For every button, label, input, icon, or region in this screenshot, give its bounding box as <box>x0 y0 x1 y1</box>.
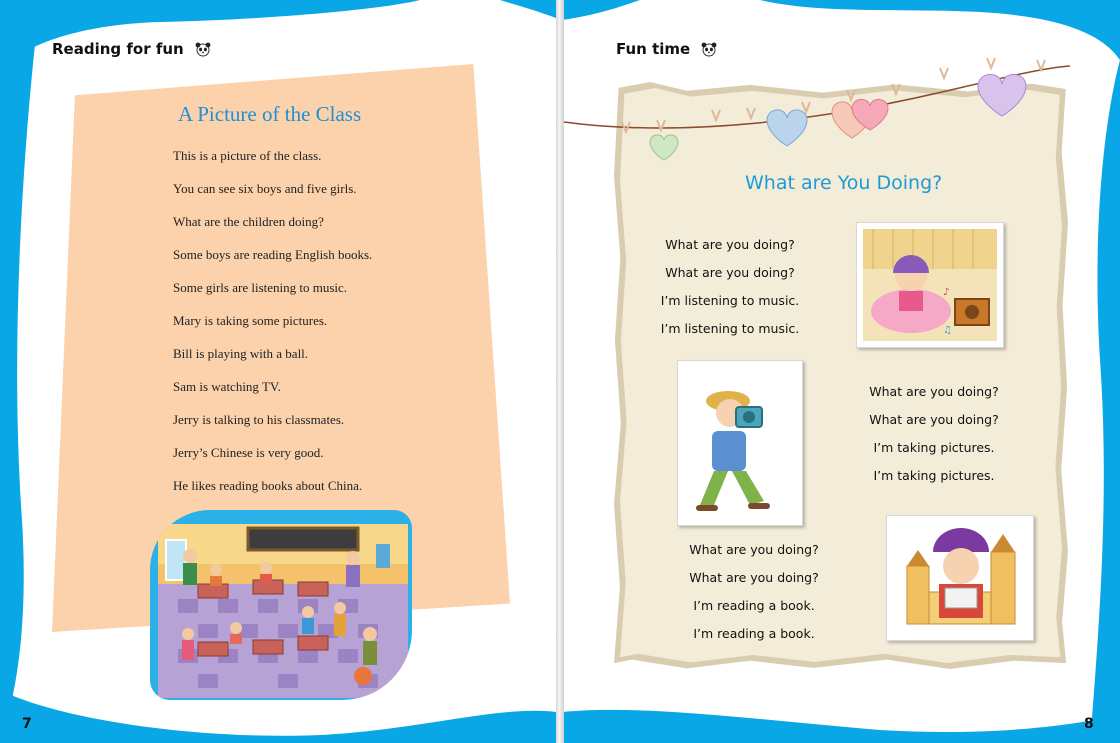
story-lines <box>173 146 372 509</box>
photo-listening-to-music <box>856 222 1004 348</box>
verse-2 <box>864 383 1004 495</box>
story-line: Jerry’s Chinese is very good. <box>173 445 324 460</box>
verse-line: I’m reading a book. <box>693 626 815 641</box>
hearts-garland <box>562 50 1072 170</box>
photo-reading-a-book <box>886 515 1034 641</box>
story-line: This is a picture of the class. <box>173 148 322 163</box>
verse-line: What are you doing? <box>689 570 819 585</box>
verse-line: I’m taking pictures. <box>873 468 995 483</box>
classroom-illustration <box>150 510 412 700</box>
verse-line: I’m listening to music. <box>660 293 800 308</box>
verse-line: What are you doing? <box>689 542 819 557</box>
story-line: Some boys are reading English books. <box>173 247 373 262</box>
song-title: What are You Doing? <box>745 172 943 194</box>
photo-taking-pictures <box>677 360 803 526</box>
left-page-number: 7 <box>22 716 32 732</box>
verse-line: What are you doing? <box>869 384 999 399</box>
story-line: Sam is watching TV. <box>173 379 281 394</box>
verse-1 <box>660 236 800 348</box>
verse-3 <box>684 541 824 653</box>
verse-line: I’m listening to music. <box>660 321 800 336</box>
story-title: A Picture of the Class <box>178 102 362 126</box>
panda-icon <box>195 41 211 57</box>
verse-line: What are you doing? <box>665 265 795 280</box>
verse-line: What are you doing? <box>869 412 999 427</box>
verse-line: What are you doing? <box>665 237 795 252</box>
story-line: Jerry is talking to his classmates. <box>173 412 345 427</box>
left-section-title <box>52 40 211 58</box>
svg-text:♪: ♪ <box>943 287 950 298</box>
verse-line: I’m reading a book. <box>693 598 815 613</box>
story-line: You can see six boys and five girls. <box>173 181 357 196</box>
story-line: What are the children doing? <box>173 214 324 229</box>
verse-line: I’m taking pictures. <box>873 440 995 455</box>
right-page-number: 8 <box>1084 716 1094 732</box>
classroom-scene <box>158 524 408 698</box>
svg-text:♫: ♫ <box>943 325 952 336</box>
story-line: Some girls are listening to music. <box>173 280 348 295</box>
story-line: He likes reading books about China. <box>173 478 363 493</box>
left-section-title-text: Reading for fun <box>52 40 184 58</box>
story-line: Mary is taking some pictures. <box>173 313 328 328</box>
heart-icon <box>650 74 1026 160</box>
right-section-title-text: Fun time <box>616 40 691 58</box>
story-line: Bill is playing with a ball. <box>173 346 309 361</box>
